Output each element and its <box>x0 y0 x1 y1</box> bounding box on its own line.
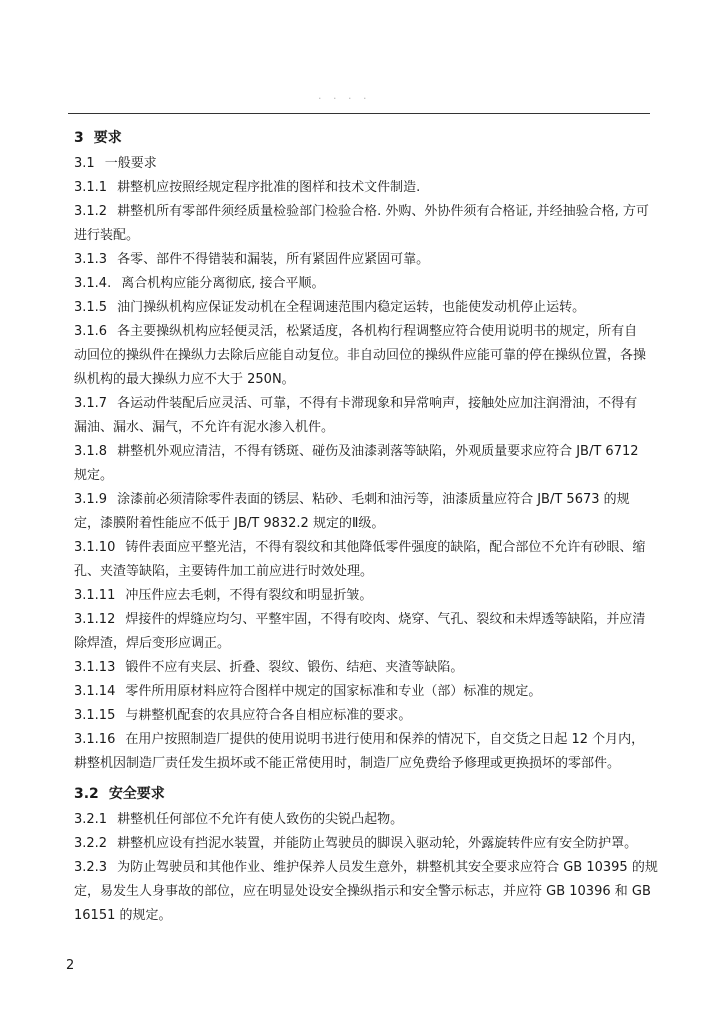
clause-line <box>74 248 660 272</box>
clause-text: 油门操纵机构应保证发动机在全程调速范围内稳定运转，也能使发动机停止运转。 <box>117 300 586 315</box>
clause-number: 3.1.8 <box>74 444 108 459</box>
clause-line <box>74 440 660 464</box>
clause-text: 除焊渣，焊后变形应调正。 <box>74 636 231 651</box>
clause-text: 孔、夹渣等缺陷，主要铸件加工前应进行时效处理。 <box>74 564 374 579</box>
clause-line <box>74 224 660 248</box>
clause-line <box>74 152 660 176</box>
clause-line <box>74 752 660 776</box>
page-number: 2 <box>66 958 75 973</box>
document-body <box>74 120 660 928</box>
clause-line <box>74 560 660 584</box>
clause-line <box>74 632 660 656</box>
clause-line <box>74 464 660 488</box>
clause-number: 3.2.1 <box>74 812 108 827</box>
header-mark: · · · · <box>318 92 371 105</box>
clause-line <box>74 608 660 632</box>
clause-text: 定，漆膜附着性能应不低于 JB/T 9832.2 规定的Ⅱ级。 <box>74 516 385 531</box>
section-title: 要求 <box>93 130 122 146</box>
clause-line <box>74 272 660 296</box>
clause-text: 动回位的操纵件在操纵力去除后应能自动复位。非自动回位的操纵件应能可靠的停在操纵位置，各操 <box>74 348 647 363</box>
clause-text: 冲压件应去毛刺，不得有裂纹和明显折皱。 <box>125 588 373 603</box>
clause-line <box>74 584 660 608</box>
section-title: 安全要求 <box>108 786 165 802</box>
clause-number: 3.1.2 <box>74 204 108 219</box>
clause <box>74 488 660 536</box>
clause-number: 3.2.2 <box>74 836 108 851</box>
clause-line <box>74 392 660 416</box>
clause-text: 纵机构的最大操纵力应不大于 250N。 <box>74 372 295 387</box>
clause-line <box>74 176 660 200</box>
clause-line <box>74 856 660 880</box>
clause-line <box>74 704 660 728</box>
clause-text: 零件所用原材料应符合图样中规定的国家标准和专业（部）标准的规定。 <box>125 684 542 699</box>
clause-line <box>74 344 660 368</box>
clause-line <box>74 536 660 560</box>
clause-text: 耕整机应按照经规定程序批准的图样和技术文件制造. <box>117 180 421 195</box>
clause-text: 规定。 <box>74 468 114 483</box>
clause-number: 3.1.10 <box>74 540 116 555</box>
clause-text: 进行装配。 <box>74 228 140 243</box>
clause <box>74 392 660 440</box>
clause <box>74 296 660 320</box>
clause-text: 铸件表面应平整光洁，不得有裂纹和其他降低零件强度的缺陷，配合部位不允许有砂眼、缩 <box>125 540 646 555</box>
section-number: 3.2 <box>74 786 99 802</box>
clause-text: 为防止驾驶员和其他作业、维护保养人员发生意外，耕整机其安全要求应符合 GB 10395 的规 <box>117 860 658 875</box>
clause-number: 3.1.14 <box>74 684 116 699</box>
clause <box>74 680 660 704</box>
clause <box>74 176 660 200</box>
clause <box>74 200 660 248</box>
clause-number: 3.1.16 <box>74 732 116 747</box>
clause-text: 16151 的规定。 <box>74 908 172 923</box>
clause-number: 3.1.7 <box>74 396 108 411</box>
clause-text: 漏油、漏水、漏气，不允许有泥水渗入机件。 <box>74 420 335 435</box>
clause <box>74 152 660 176</box>
clause <box>74 856 660 928</box>
clause <box>74 808 660 832</box>
clause <box>74 248 660 272</box>
clause <box>74 832 660 856</box>
clause-line <box>74 200 660 224</box>
clause-text: 各运动件装配后应灵活、可靠，不得有卡滞现象和异常响声，接触处应加注润滑油，不得有 <box>117 396 638 411</box>
clause-text: 耕整机所有零部件须经质量检验部门检验合格. 外购、外协件须有合格证, 并经抽验合格, 方可 <box>117 204 649 219</box>
clause <box>74 320 660 392</box>
clause-text: 与耕整机配套的农具应符合各自相应标准的要求。 <box>125 708 412 723</box>
clause-line <box>74 832 660 856</box>
clause-text: 耕整机因制造厂责任发生损坏或不能正常使用时，制造厂应免费给予修理或更换损坏的零部件。 <box>74 756 621 771</box>
clause-number: 3.1.1 <box>74 180 108 195</box>
clause-text: 定，易发生人身事故的部位，应在明显处设安全操纵指示和安全警示标志，并应符 GB 10396 和 GB <box>74 884 651 899</box>
clause-line <box>74 512 660 536</box>
clause-line <box>74 880 660 904</box>
clause-text: 耕整机任何部位不允许有使人致伤的尖锐凸起物。 <box>117 812 404 827</box>
clause <box>74 728 660 776</box>
clause-text: 涂漆前必须清除零件表面的锈层、粘砂、毛刺和油污等，油漆质量应符合 JB/T 5673 的规 <box>117 492 630 507</box>
clause-line <box>74 728 660 752</box>
clause-text: 耕整机应设有挡泥水装置，并能防止驾驶员的脚误入驱动轮，外露旋转件应有安全防护罩。 <box>117 836 638 851</box>
clause-line <box>74 416 660 440</box>
clause-number: 3.1.13 <box>74 660 116 675</box>
clause-text: 锻件不应有夹层、折叠、裂纹、锻伤、结疤、夹渣等缺陷。 <box>125 660 464 675</box>
clause-text: 耕整机外观应清洁，不得有锈斑、碰伤及油漆剥落等缺陷，外观质量要求应符合 JB/T 6712 <box>117 444 639 459</box>
clause-line <box>74 656 660 680</box>
clause-line <box>74 904 660 928</box>
clause <box>74 536 660 584</box>
clause <box>74 440 660 488</box>
clause-text: 在用户按照制造厂提供的使用说明书进行使用和保养的情况下，自交货之日起 12 个月内， <box>125 732 645 747</box>
header-rule <box>68 113 650 114</box>
clause-text: 一般要求 <box>104 156 157 171</box>
clause <box>74 584 660 608</box>
clause-number: 3.1.9 <box>74 492 108 507</box>
clause-line <box>74 296 660 320</box>
clause-line <box>74 368 660 392</box>
clause <box>74 608 660 656</box>
clause-number: 3.1.15 <box>74 708 116 723</box>
section-heading <box>74 126 660 150</box>
clause <box>74 704 660 728</box>
clause-line <box>74 680 660 704</box>
clause-line <box>74 488 660 512</box>
clause-number: 3.1.12 <box>74 612 116 627</box>
clause-text: 各主要操纵机构应轻便灵活，松紧适度，各机构行程调整应符合使用说明书的规定，所有自 <box>117 324 638 339</box>
section-heading <box>74 782 660 806</box>
clause-number: 3.1.4. <box>74 276 112 291</box>
clause <box>74 656 660 680</box>
clause-text: 离合机构应能分离彻底, 接合平顺。 <box>121 276 325 291</box>
clause <box>74 272 660 296</box>
clause-number: 3.2.3 <box>74 860 108 875</box>
clause-text: 各零、部件不得错装和漏装，所有紧固件应紧固可靠。 <box>117 252 430 267</box>
clause-line <box>74 808 660 832</box>
clause-text: 焊接件的焊缝应均匀、平整牢固，不得有咬肉、烧穿、气孔、裂纹和未焊透等缺陷，并应清 <box>125 612 646 627</box>
clause-number: 3.1.3 <box>74 252 108 267</box>
section-number: 3 <box>74 130 84 146</box>
clause-line <box>74 320 660 344</box>
clause-number: 3.1.11 <box>74 588 116 603</box>
clause-number: 3.1.6 <box>74 324 108 339</box>
clause-number: 3.1 <box>74 156 95 171</box>
clause-number: 3.1.5 <box>74 300 108 315</box>
